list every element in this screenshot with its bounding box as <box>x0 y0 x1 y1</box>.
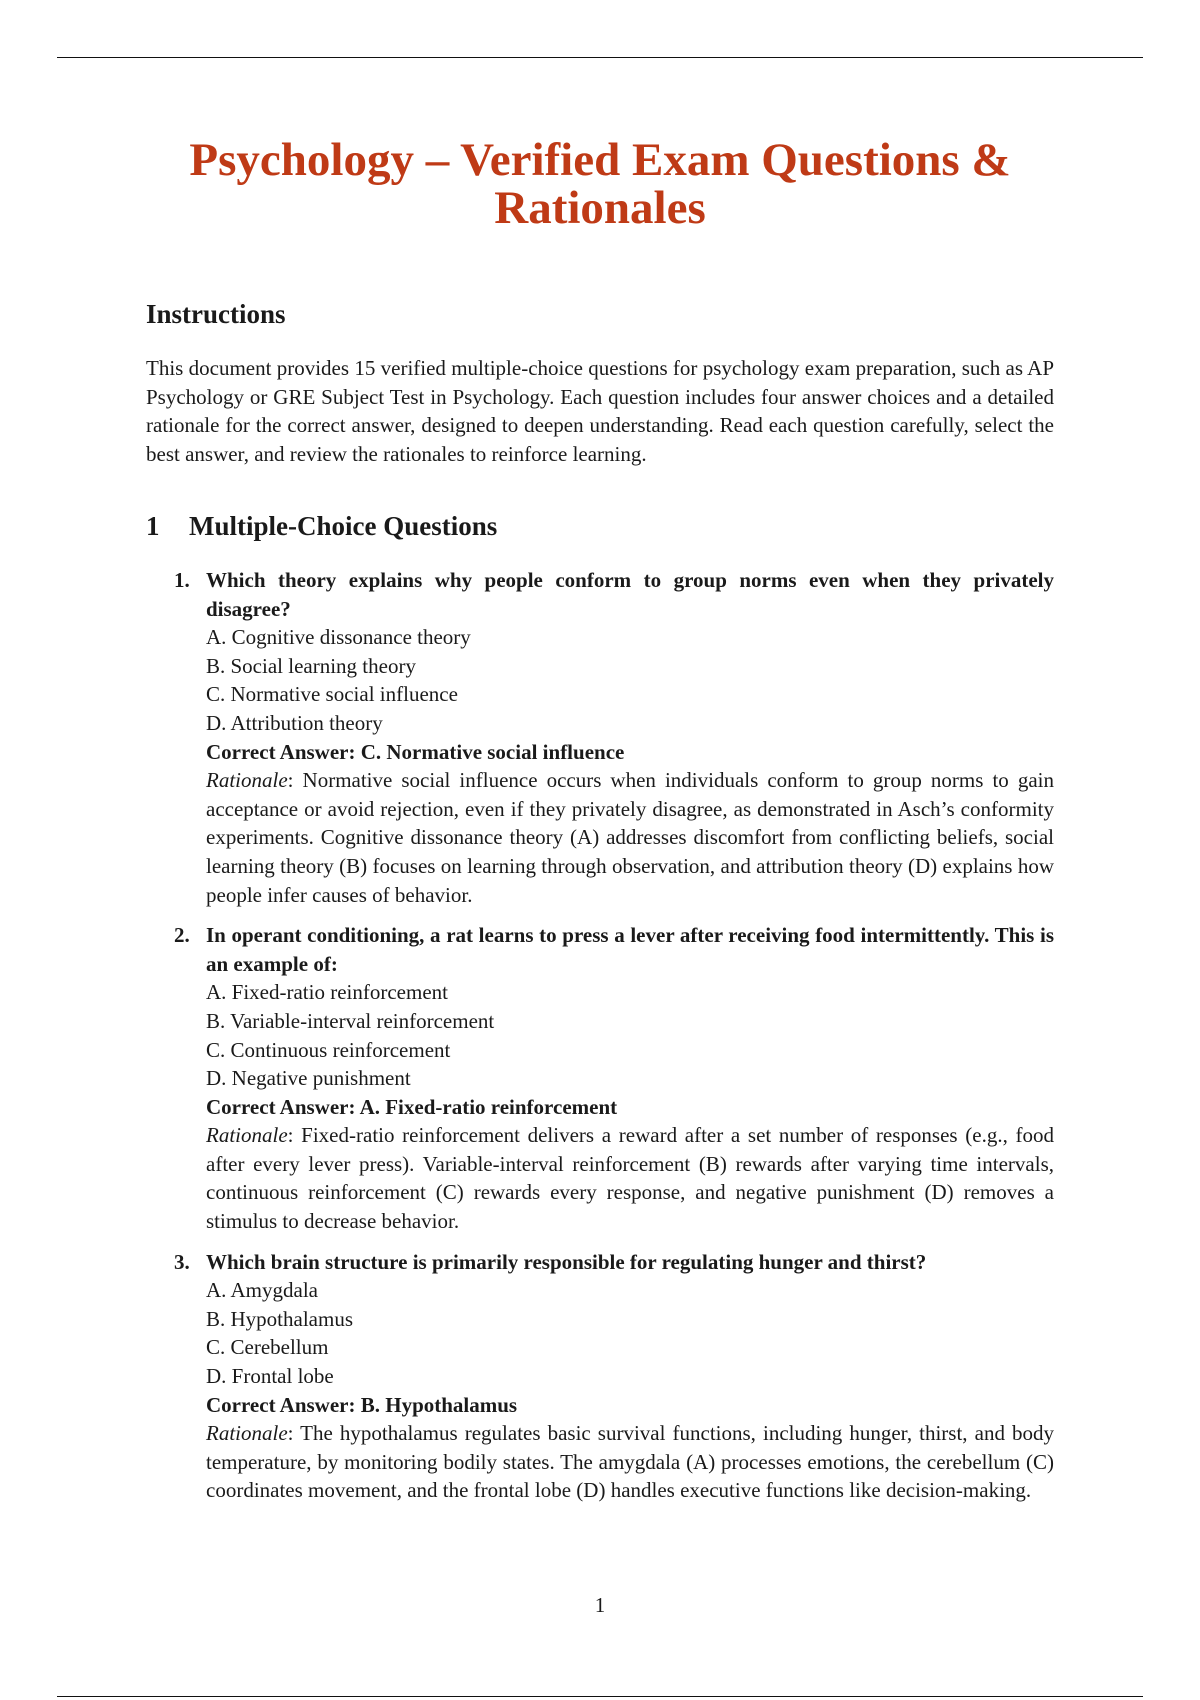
answer-option-d: D. Attribution theory <box>206 710 383 735</box>
question-number: 2. <box>174 923 190 948</box>
rationale <box>206 1121 1054 1235</box>
answer-option-a: A. Amygdala <box>206 1278 318 1303</box>
question-item <box>146 921 1054 1236</box>
title-line-1: Psychology – Verified Exam Questions & <box>189 134 1011 186</box>
footer-rule <box>57 1696 1143 1697</box>
title-line-2: Rationales <box>494 182 706 234</box>
rationale <box>206 1419 1054 1505</box>
instructions-heading: Instructions <box>146 299 286 329</box>
header-rule <box>57 57 1143 58</box>
question-list <box>146 566 1054 1517</box>
answer-option-b: B. Social learning theory <box>206 653 416 678</box>
rationale <box>206 766 1054 909</box>
answer-option-d: D. Negative punishment <box>206 1066 411 1091</box>
question-text: Which brain structure is primarily responsible for regulating hunger and thirst? <box>206 1249 927 1274</box>
answer-option-a: A. Fixed-ratio reinforcement <box>206 980 448 1005</box>
answer-option-c: C. Normative social influence <box>206 682 458 707</box>
correct-answer: Correct Answer: B. Hypothalamus <box>206 1392 518 1417</box>
instructions-text: This document provides 15 verified multiple-choice questions for psychology exam preparation, such as AP Psychology or GRE Subject Test in Psychology. Each question includes four answer choices and a detailed rationale for the correct answer, designed to deepen understanding. Read each question carefully, select the best answer, and review the rationales to reinforce learning. <box>146 356 1054 466</box>
document-title <box>146 136 1054 232</box>
rationale-text: : Fixed-ratio reinforcement delivers a reward after a set number of responses (e.g., food after every lever press). Variable-interval reinforcement (B) rewards after varying time intervals, continuous reinforcement (C) rewards every response, and negative punishment (D) removes a stimulus to decrease behavior. <box>206 1123 1054 1234</box>
answer-option-c: C. Continuous reinforcement <box>206 1037 451 1062</box>
question-number: 3. <box>174 1249 190 1274</box>
page-number: 1 <box>594 1593 606 1617</box>
rationale-label: Rationale <box>206 1421 288 1446</box>
section-number: 1 <box>146 511 160 541</box>
question-item <box>146 1248 1054 1505</box>
rationale-text: : Normative social influence occurs when individuals conform to group norms to gain acceptance or avoid rejection, even if they privately disagree, as demonstrated in Asch’s conformity experiments. Cognitive dissonance theory (A) addresses discomfort from conflicting beliefs, social learning theory (B) focuses on learning through observation, and attribution theory (D) explains how people infer causes of behavior. <box>206 768 1054 907</box>
section-heading <box>146 510 497 542</box>
question-text: In operant conditioning, a rat learns to press a lever after receiving food intermittently. This is an example of: <box>206 923 1054 976</box>
answer-option-b: B. Variable-interval reinforcement <box>206 1008 495 1033</box>
correct-answer: Correct Answer: A. Fixed-ratio reinforcement <box>206 1094 618 1119</box>
answer-option-b: B. Hypothalamus <box>206 1306 353 1331</box>
question-text: Which theory explains why people conform to group norms even when they privately disagree? <box>206 568 1054 621</box>
rationale-label: Rationale <box>206 768 288 793</box>
rationale-label: Rationale <box>206 1123 288 1148</box>
rationale-text: : The hypothalamus regulates basic survival functions, including hunger, thirst, and body temperature, by monitoring bodily states. The amygdala (A) processes emotions, the cerebellum (C) coordinates movement, and the frontal lobe (D) handles executive functions like decision-making. <box>206 1421 1054 1503</box>
question-item <box>146 566 1054 909</box>
section-title: Multiple-Choice Questions <box>189 511 498 541</box>
answer-option-a: A. Cognitive dissonance theory <box>206 625 471 650</box>
answer-option-d: D. Frontal lobe <box>206 1364 334 1389</box>
correct-answer: Correct Answer: C. Normative social influence <box>206 739 625 764</box>
question-number: 1. <box>174 568 190 592</box>
answer-option-c: C. Cerebellum <box>206 1335 329 1360</box>
